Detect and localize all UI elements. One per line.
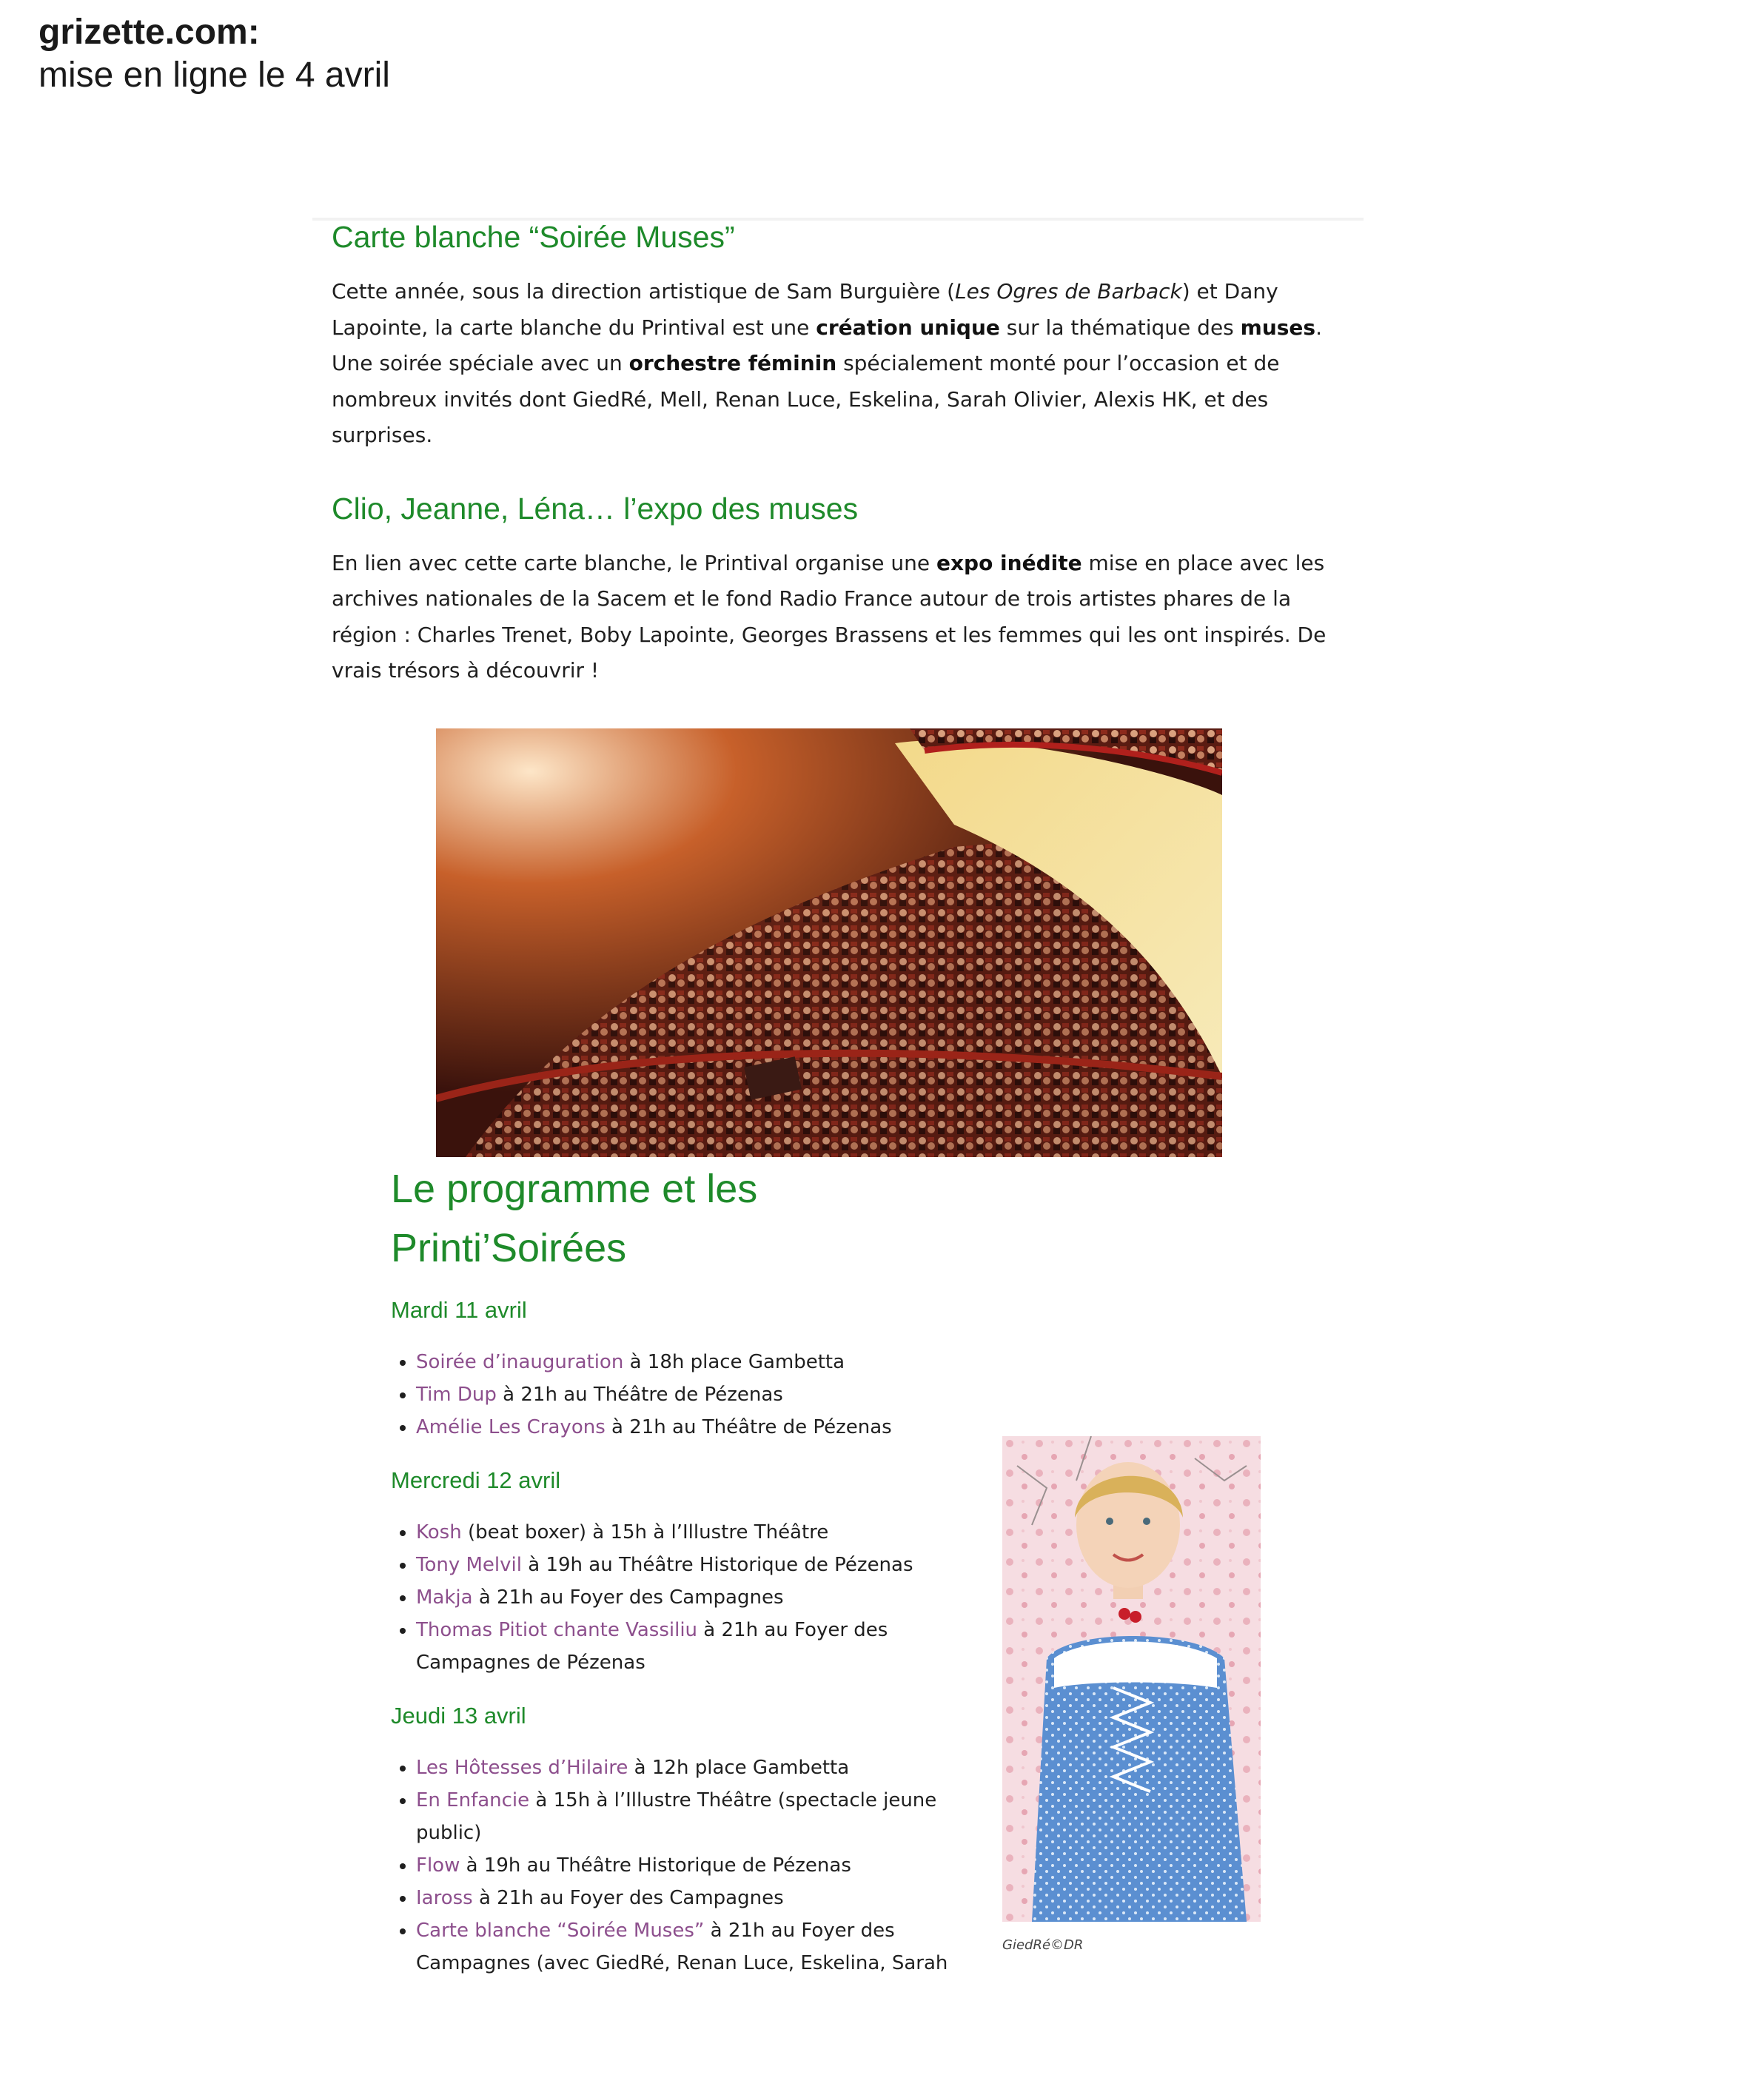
event-list: [391, 1752, 983, 1980]
text-run: sur la thématique des: [999, 315, 1241, 340]
program-title: Le programme et les Printi’Soirées: [391, 1167, 758, 1270]
photo-caption: GiedRé©DR: [1002, 1937, 1084, 1953]
event-link[interactable]: Les Hôtesses d’Hilaire: [416, 1757, 628, 1779]
event-link[interactable]: Soirée d’inauguration: [416, 1351, 624, 1373]
day-heading: Mercredi 12 avril: [391, 1467, 561, 1493]
program-section: [391, 1159, 983, 1980]
text-run: mise en place avec les archives nationales de la Sacem et le fond Radio France autour de trois artistes phares de la région : Charles Trenet, Boby Lapointe, Georges Brassens et les femmes qui les ont inspirés. De vrais trésors à découvrir !: [332, 550, 1327, 683]
list-item: [416, 1849, 983, 1882]
publication-date: mise en ligne le 4 avril: [38, 56, 390, 95]
text-italic: Les Ogres de Barback: [955, 279, 1182, 304]
event-detail: à 21h au Foyer des Campagnes de Pézenas: [416, 1619, 888, 1674]
event-detail: à 18h place Gambetta: [623, 1351, 845, 1373]
event-list: [391, 1516, 983, 1679]
event-detail: à 21h au Théâtre de Pézenas: [496, 1384, 783, 1406]
event-detail: à 21h au Foyer des Campagnes (avec GiedRé, Renan Luce, Eskelina, Sarah: [416, 1920, 948, 1974]
event-list: [391, 1346, 983, 1444]
event-link[interactable]: Tony Melvil: [416, 1554, 522, 1576]
event-link[interactable]: Amélie Les Crayons: [416, 1416, 606, 1438]
article-content: [332, 215, 1338, 689]
list-item: [416, 1346, 983, 1378]
list-item: [416, 1914, 983, 1980]
text-run: Cette année, sous la direction artistique de Sam Burguière (: [332, 279, 956, 304]
list-item: [416, 1549, 983, 1581]
event-link[interactable]: Thomas Pitiot chante Vassiliu: [416, 1619, 698, 1641]
list-item: [416, 1581, 983, 1614]
text-bold: expo inédite: [936, 550, 1082, 575]
event-detail: à 21h au Foyer des Campagnes: [472, 1586, 784, 1609]
event-detail: à 19h au Théâtre Historique de Pézenas: [460, 1854, 851, 1877]
list-item: [416, 1516, 983, 1549]
text-run: ) et Dany Lapointe, la carte blanche du Printival est une: [332, 279, 1278, 340]
artist-portrait-photo: [1002, 1436, 1261, 1922]
section-title-expo: Clio, Jeanne, Léna… l’expo des muses: [332, 491, 859, 526]
list-item: [416, 1614, 983, 1679]
page-header: [38, 10, 390, 96]
concert-hall-photo: [436, 728, 1222, 1157]
text-run: spécialement monté pour l’occasion et de nombreux invités dont GiedRé, Mell, Renan Luce, Eskelina, Sarah Olivier, Alexis HK, et des surprises.: [332, 351, 1280, 447]
event-detail: à 15h à l’Illustre Théâtre (spectacle jeune public): [416, 1789, 937, 1844]
list-item: [416, 1752, 983, 1784]
event-detail: à 19h au Théâtre Historique de Pézenas: [522, 1554, 913, 1576]
event-link[interactable]: Iaross: [416, 1887, 473, 1909]
section-title-carte-blanche: Carte blanche “Soirée Muses”: [332, 220, 735, 254]
text-run: . Une soirée spéciale avec un: [332, 315, 1322, 375]
event-detail: à 21h au Théâtre de Pézenas: [605, 1416, 892, 1438]
text-bold: création unique: [816, 315, 1000, 340]
carte-blanche-paragraph: [332, 274, 1338, 454]
list-item: [416, 1784, 983, 1849]
event-detail: à 12h place Gambetta: [628, 1757, 850, 1779]
list-item: [416, 1378, 983, 1411]
day-heading: Jeudi 13 avril: [391, 1703, 526, 1729]
event-link[interactable]: Flow: [416, 1854, 460, 1877]
event-link[interactable]: Tim Dup: [416, 1384, 497, 1406]
list-item: [416, 1882, 983, 1914]
event-detail: (beat boxer) à 15h à l’Illustre Théâtre: [461, 1521, 829, 1543]
expo-paragraph: [332, 546, 1338, 689]
text-bold: muses: [1240, 315, 1316, 340]
text-run: En lien avec cette carte blanche, le Printival organise une: [332, 550, 936, 575]
site-name: grizette.com:: [38, 13, 260, 52]
day-heading: Mardi 11 avril: [391, 1297, 527, 1323]
event-detail: à 21h au Foyer des Campagnes: [472, 1887, 784, 1909]
text-bold: orchestre féminin: [628, 351, 837, 375]
list-item: [416, 1411, 983, 1444]
event-link[interactable]: En Enfancie: [416, 1789, 530, 1811]
event-link[interactable]: Kosh: [416, 1521, 462, 1543]
event-link[interactable]: Carte blanche “Soirée Muses”: [416, 1920, 705, 1942]
event-link[interactable]: Makja: [416, 1586, 473, 1609]
